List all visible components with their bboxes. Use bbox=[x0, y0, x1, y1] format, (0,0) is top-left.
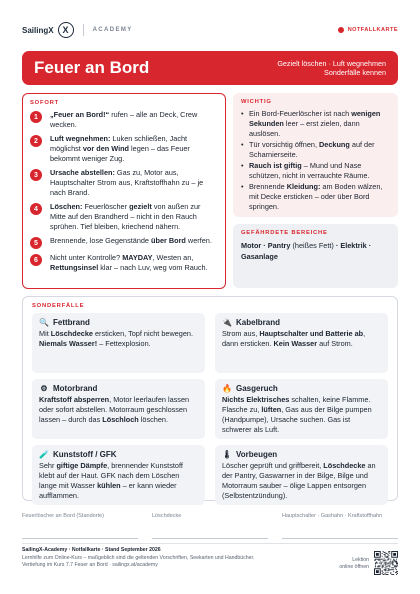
special-case-text: auf Strom. bbox=[317, 339, 353, 348]
emergency-card-badge bbox=[338, 27, 398, 33]
step-text bbox=[50, 202, 217, 232]
step-text: Brennende, lose Gegenstände bbox=[50, 236, 152, 245]
step-bold: Luft wegnehmen: bbox=[50, 134, 111, 143]
step-bold: MAYDAY bbox=[122, 253, 153, 262]
immediate-actions-label: SOFORT bbox=[30, 100, 59, 106]
special-case-vorbeugen bbox=[215, 445, 388, 505]
special-case-text: Mit bbox=[39, 329, 51, 338]
step-number-badge: 5 bbox=[30, 237, 42, 249]
fill-in-fields bbox=[22, 511, 398, 539]
flame-icon: 🔥 bbox=[222, 384, 232, 393]
special-case-title bbox=[222, 318, 381, 327]
special-case-bold: Kraftstoff absperren bbox=[39, 395, 110, 404]
qr-label bbox=[339, 551, 369, 571]
special-case-title-text: Kunststoff / GFK bbox=[53, 450, 117, 459]
important-text: am Boden wälzen, mit Decke ersticken – oder über Bord springen. bbox=[249, 182, 383, 211]
special-case-motorbrand bbox=[32, 379, 205, 439]
special-case-bold: lüften bbox=[261, 405, 282, 414]
important-text: Brennende bbox=[249, 182, 287, 191]
special-cases-panel bbox=[22, 296, 398, 501]
banner-subtitle-line2: Sonderfälle kennen bbox=[324, 68, 386, 77]
important-bold: Kleidung: bbox=[286, 182, 321, 191]
field-label: Hauptschalter · Gashahn · Kraftstoffhahn bbox=[282, 513, 383, 519]
special-case-text: – er kann wieder aufflammen. bbox=[39, 481, 177, 500]
brand-mark-icon: X bbox=[58, 22, 74, 38]
red-dot-icon bbox=[338, 27, 344, 33]
step-bold: über Bord bbox=[151, 236, 186, 245]
important-list bbox=[241, 109, 390, 212]
special-case-text: , Gas aus der Bilge pumpen (Handpumpe), Ursache suchen. Gas ist schwerer als Luft. bbox=[222, 405, 372, 434]
brand-logo[interactable] bbox=[22, 22, 133, 38]
step-bold: Ursache abstellen: bbox=[50, 168, 115, 177]
special-case-text: schalten, keine Flamme. Flasche zu, bbox=[222, 395, 371, 414]
step-text: , Westen an, bbox=[152, 253, 194, 262]
important-bold: Deckung bbox=[319, 140, 350, 149]
important-bold: wenigen Sekunden bbox=[249, 109, 381, 128]
special-case-bold: Löschdecke bbox=[323, 461, 366, 470]
special-case-text: , dann ersticken. bbox=[222, 329, 366, 348]
step-text bbox=[50, 253, 217, 273]
special-case-bold: Löschloch bbox=[102, 415, 139, 424]
important-item bbox=[241, 182, 390, 212]
step-bold: „Feuer an Bord!“ bbox=[50, 110, 110, 119]
qr-code-icon[interactable] bbox=[374, 551, 398, 575]
special-case-bold: Löschdecke bbox=[50, 329, 93, 338]
step-text: von außen zur Mitte auf den Brandherd – nicht in den Rauch sprühen. Tief bleiben, kriechend nähern. bbox=[50, 202, 201, 231]
special-cases-label: SONDERFÄLLE bbox=[32, 303, 85, 309]
step-bold: Rettungsinsel bbox=[50, 263, 99, 272]
footer-line2: Lernhilfe zum Online-Kurs – maßgeblich sind die geltenden Vorschriften, Seekarten und Handbücher. bbox=[22, 554, 255, 561]
step-item bbox=[30, 202, 217, 232]
special-case-text bbox=[39, 329, 198, 349]
badge-label: NOTFALLKARTE bbox=[347, 27, 398, 33]
important-text: auf der Scharnierseite. bbox=[249, 140, 375, 159]
step-number-badge: 2 bbox=[30, 135, 42, 147]
risk-areas-label: GEFÄHRDETE BEREICHE bbox=[241, 230, 328, 236]
special-case-title-text: Motorbrand bbox=[53, 384, 98, 393]
page-title: Feuer an Bord bbox=[34, 58, 150, 77]
step-number-badge: 1 bbox=[30, 111, 42, 123]
special-case-title-text: Vorbeugen bbox=[236, 450, 278, 459]
special-case-text: an der Pantry, Gaswarner in der Bilge, Bilge und Motorraum sauber – ölige Lappen entsorgen (Selbstentzündung). bbox=[222, 461, 376, 500]
qr-label-line1: Lektion bbox=[352, 557, 369, 563]
special-case-text: ersticken, Topf nicht bewegen. bbox=[92, 329, 194, 338]
thermometer-icon: 🌡 bbox=[222, 450, 233, 459]
special-case-bold: Hauptschalter und Batterie ab bbox=[259, 329, 364, 338]
special-cases-grid bbox=[32, 313, 388, 505]
important-text: leer – erst zielen, dann auslösen. bbox=[249, 119, 360, 138]
special-case-text: Löscher geprüft und griffbereit, bbox=[222, 461, 324, 470]
footer-line3[interactable]: Vertiefung im Kurs 7.7 Feuer an Bord · sailingx.at/academy bbox=[22, 562, 158, 569]
field-hauptschalter[interactable] bbox=[282, 511, 398, 539]
important-item bbox=[241, 161, 390, 181]
special-case-bold: giftige Dämpfe bbox=[56, 461, 108, 470]
step-text: Gas zu, Motor aus, Hauptschalter Strom aus, Kraftstoffhahn zu – je nach Brand. bbox=[50, 168, 204, 197]
qr-block[interactable] bbox=[339, 547, 398, 583]
step-bold: gezielt bbox=[129, 202, 152, 211]
special-case-text: Strom aus, bbox=[222, 329, 260, 338]
special-case-text bbox=[222, 461, 381, 501]
important-text: Ein Bord-Feuerlöscher ist nach bbox=[249, 109, 352, 118]
special-case-gasgeruch bbox=[215, 379, 388, 439]
important-label: WICHTIG bbox=[241, 99, 272, 105]
special-case-title bbox=[39, 318, 198, 327]
title-banner bbox=[22, 51, 398, 85]
step-text bbox=[50, 134, 217, 164]
special-case-kunststoff bbox=[32, 445, 205, 505]
step-text: rufen – alle an Deck, Crew wecken. bbox=[50, 110, 198, 129]
magnifier-icon: 🔍 bbox=[39, 318, 49, 327]
step-number-badge: 4 bbox=[30, 203, 42, 215]
step-text: Luken schließen, Jacht möglichst bbox=[50, 134, 188, 153]
important-item bbox=[241, 109, 390, 139]
qr-label-line2: online öffnen bbox=[339, 564, 369, 570]
step-item bbox=[30, 236, 217, 249]
gear-icon: ⚙ bbox=[40, 384, 48, 393]
special-case-text: – Fettexplosion. bbox=[97, 339, 151, 348]
brand-name: SailingX bbox=[22, 25, 54, 35]
brand-academy: ACADEMY bbox=[92, 27, 133, 33]
special-case-bold: Kein Wasser bbox=[273, 339, 318, 348]
test-tube-icon: 🧪 bbox=[39, 450, 49, 459]
step-bold: Löschen: bbox=[50, 202, 83, 211]
step-text: Nicht unter Kontrolle? bbox=[50, 253, 123, 262]
special-case-title bbox=[39, 450, 198, 459]
special-case-title bbox=[222, 450, 381, 459]
important-text: – Mund und Nase schützen, nicht in verrauchte Räume. bbox=[249, 161, 370, 180]
steps-list bbox=[30, 110, 217, 273]
special-case-text bbox=[222, 395, 381, 435]
special-case-title-text: Gasgeruch bbox=[236, 384, 278, 393]
field-label: Feuerlöscher an Bord (Standorte) bbox=[22, 513, 104, 519]
step-number-badge: 3 bbox=[30, 169, 42, 181]
risk-area-text: (heißes Fett) bbox=[292, 241, 334, 250]
brand-divider bbox=[83, 24, 84, 36]
top-bar bbox=[22, 20, 398, 40]
footer-line1: SailingX-Academy · Notfallkarte · Stand September 2026 bbox=[22, 547, 161, 553]
step-item bbox=[30, 134, 217, 164]
step-text bbox=[50, 236, 212, 246]
step-text: legen – das Feuer bekommt weniger Zug. bbox=[50, 144, 190, 163]
risk-areas-text bbox=[241, 240, 390, 262]
risk-area-text: Motor · Pantry bbox=[241, 241, 293, 250]
special-case-fettbrand bbox=[32, 313, 205, 373]
field-label: Löschdecke bbox=[152, 513, 182, 519]
step-item bbox=[30, 110, 217, 130]
special-case-text bbox=[39, 395, 198, 425]
special-case-text bbox=[222, 329, 381, 349]
special-case-kabelbrand bbox=[215, 313, 388, 373]
special-case-text: Sehr bbox=[39, 461, 57, 470]
step-text bbox=[50, 168, 217, 198]
special-case-title-text: Fettbrand bbox=[53, 318, 90, 327]
step-item bbox=[30, 168, 217, 198]
special-case-text: löschen. bbox=[138, 415, 168, 424]
important-bold: Rauch ist giftig bbox=[249, 161, 302, 170]
special-case-bold: Niemals Wasser! bbox=[39, 339, 98, 348]
field-loeschdecke[interactable] bbox=[152, 511, 268, 539]
field-feuerloescher[interactable] bbox=[22, 511, 138, 539]
special-case-bold: kühlen bbox=[97, 481, 121, 490]
important-text: Tür vorsichtig öffnen, bbox=[249, 140, 320, 149]
special-case-title bbox=[222, 384, 381, 393]
risk-areas-panel bbox=[233, 224, 398, 288]
step-text: klar – nach Luv, weg vom Rauch. bbox=[98, 263, 208, 272]
special-case-text: , brennender Kunststoff klebt auf der Haut. GFK nach dem Löschen lange mit Wasser bbox=[39, 461, 183, 490]
banner-subtitle-line1: Gezielt löschen · Luft wegnehmen bbox=[277, 58, 386, 68]
step-text bbox=[50, 110, 217, 130]
step-text: Feuerlöscher bbox=[82, 202, 130, 211]
banner-subtitle bbox=[277, 59, 386, 78]
important-item bbox=[241, 140, 390, 160]
plug-icon: 🔌 bbox=[222, 318, 232, 327]
special-case-title bbox=[39, 384, 198, 393]
step-number-badge: 6 bbox=[30, 254, 42, 266]
footer bbox=[22, 543, 398, 583]
important-panel bbox=[233, 93, 398, 217]
special-case-text bbox=[39, 461, 198, 501]
risk-area-text: · Elektrik · Gasanlage bbox=[241, 241, 372, 261]
special-case-text: , Motor leerlaufen lassen oder sofort abstellen. Motorraum geschlossen lassen – durch das bbox=[39, 395, 190, 424]
special-case-title-text: Kabelbrand bbox=[236, 318, 281, 327]
step-bold: vor den Wind bbox=[82, 144, 130, 153]
step-text: werfen. bbox=[185, 236, 212, 245]
immediate-actions-panel bbox=[22, 93, 226, 289]
step-item bbox=[30, 253, 217, 273]
special-case-bold: Nichts Elektrisches bbox=[222, 395, 290, 404]
footer-text bbox=[22, 547, 254, 583]
